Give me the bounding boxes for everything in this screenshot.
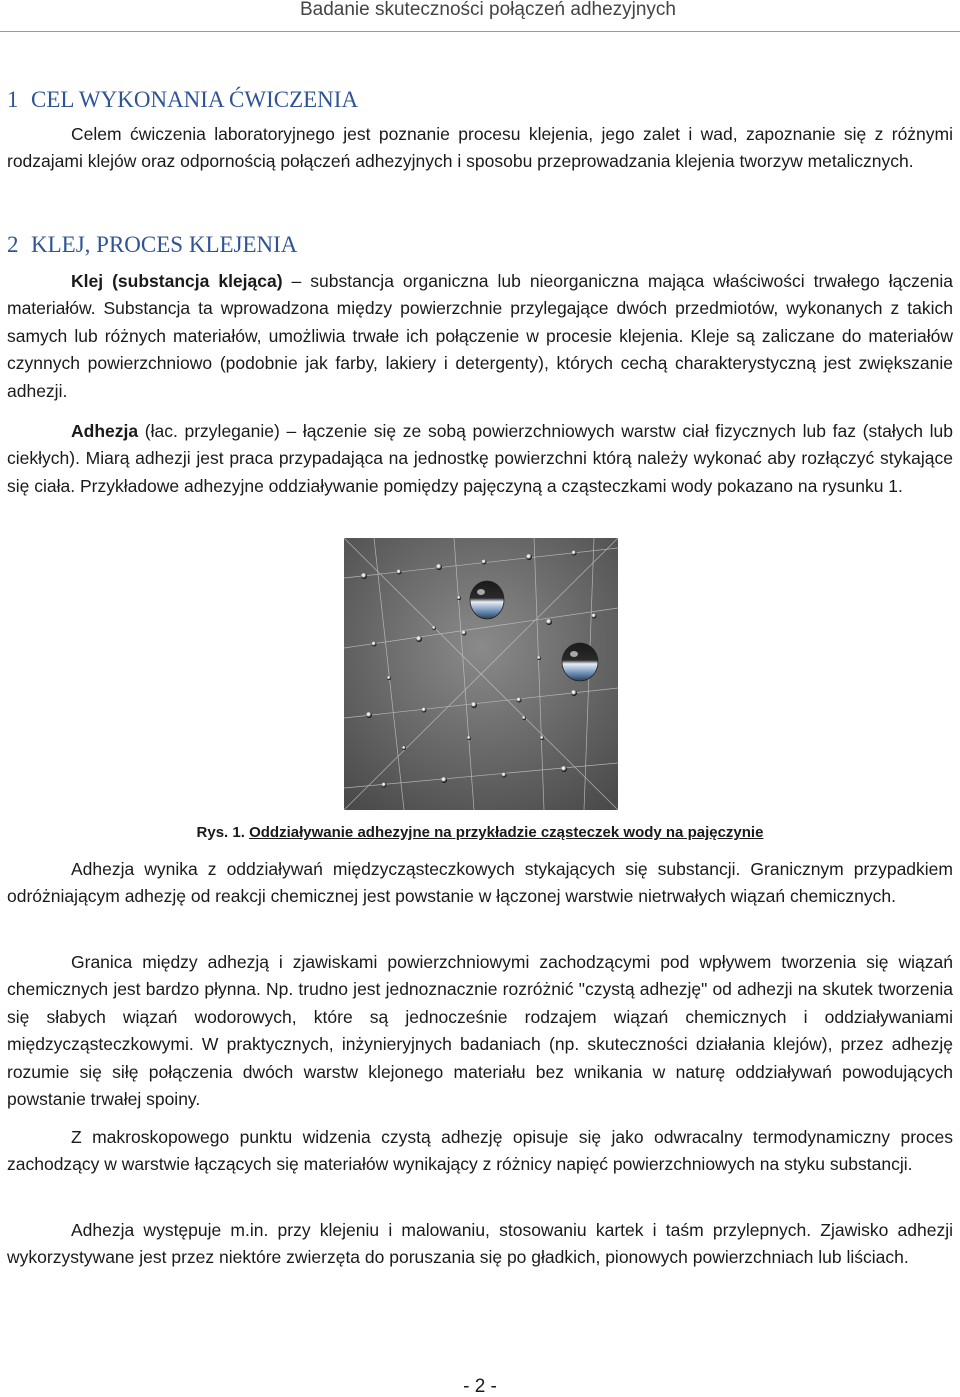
klej-definition-paragraph <box>7 268 953 405</box>
adhezja-term: Adhezja <box>71 421 139 441</box>
page-number: - 2 - <box>463 1376 497 1397</box>
section-1-text: Celem ćwiczenia laboratoryjnego jest poznanie procesu klejenia, jego zalet i wad, zapoznanie się z różnymi rodzajami klejów oraz odpornością połączeń adhezyjnych i sposobu przeprowadzania klejenia tworzyw metalicznych. <box>7 124 953 172</box>
section-2-number: 2 <box>7 232 19 257</box>
paragraph-granica: Granica między adhezją i zjawiskami powierzchniowymi zachodzącymi pod wpływem tworzenia się wiązań chemicznych jest bardzo płynna. Np. trudno jest jednoznacznie rozróżnić "czystą adhezję" od adhezji na skutek tworzenia się słabych wiązań wodorowych, które są jednocześnie rodzajem wiązań chemicznych i oddziaływaniami międzycząsteczkowymi. W praktycznych, inżynieryjnych badaniach (np. skuteczności działania klejów), przez adhezję rozumie się siłę połączenia dwóch warstw klejonego materiału bez wnikania w naturę oddziaływań powodujących powstanie trwałej spoiny. <box>7 952 953 1110</box>
adhezja-definition-paragraph <box>7 418 953 500</box>
adhezja-definition-text: (łac. przyleganie) – łączenie się ze sobą powierzchniowych warstw ciał fizycznych lub faz (stałych lub ciekłych). Miarą adhezji jest praca przypadająca na jednostkę powierzchni którą należy wykonać aby rozłączyć stykające się ciała. Przykładowe adhezyjne oddziaływanie pomiędzy pajęczyną a cząsteczkami wody pokazano na rysunku 1. <box>7 421 953 496</box>
paragraph-makroskopowego: Z makroskopowego punktu widzenia czystą adhezję opisuje się jako odwracalny termodynamiczny proces zachodzący w warstwie łączących się materiałów wynikający z różnicy napięć powierzchniowych na styku substancji. <box>7 1127 953 1175</box>
section-2-title: KLEJ, PROCES KLEJENIA <box>31 232 298 257</box>
spider-web-water-drops-photo <box>344 538 618 810</box>
section-1-heading <box>7 87 358 113</box>
header-divider <box>0 31 960 32</box>
figure-label: Rys. 1. <box>196 824 245 841</box>
page-header <box>0 0 960 30</box>
figure-caption <box>0 824 960 842</box>
paragraph-adhezja-wynika: Adhezja wynika z oddziaływań międzycząsteczkowych stykających się substancji. Granicznym przypadkiem odróżniającym adhezję od reakcji chemicznej jest powstanie w łączonej warstwie nietrwałych wiązań chemicznych. <box>7 859 953 907</box>
header-title: Badanie skuteczności połączeń adhezyjnych <box>299 0 676 20</box>
klej-definition-text: – substancja organiczna lub nieorganiczna mająca właściwości trwałego łączenia materiałów. Substancja ta wprowadzona między powierzchnie przylegające dwóch przedmiotów, wykonanych z takich samych lub różnych materiałów, umożliwia trwałe ich połączenie w procesie klejenia. Kleje są zaliczane do materiałów czynnych powierzchniowo (podobnie jak farby, lakiery i detergenty), których cechą charakterystyczną jest zwiększanie adhezji. <box>7 271 953 401</box>
klej-term: Klej (substancja klejąca) <box>71 271 283 291</box>
paragraph-adhezja-wystepuje: Adhezja występuje m.in. przy klejeniu i malowaniu, stosowaniu kartek i taśm przylepnych. Zjawisko adhezji wykorzystywane jest przez niektóre zwierzęta do poruszania się po gładkich, pionowych powierzchniach lub liściach. <box>7 1220 953 1268</box>
section-2-heading <box>7 232 297 258</box>
section-1-title: CEL WYKONANIA ĆWICZENIA <box>31 87 359 112</box>
section-1-number: 1 <box>7 87 19 112</box>
figure-caption-text: Oddziaływanie adhezyjne na przykładzie cząsteczek wody na pajęczynie <box>249 824 764 841</box>
